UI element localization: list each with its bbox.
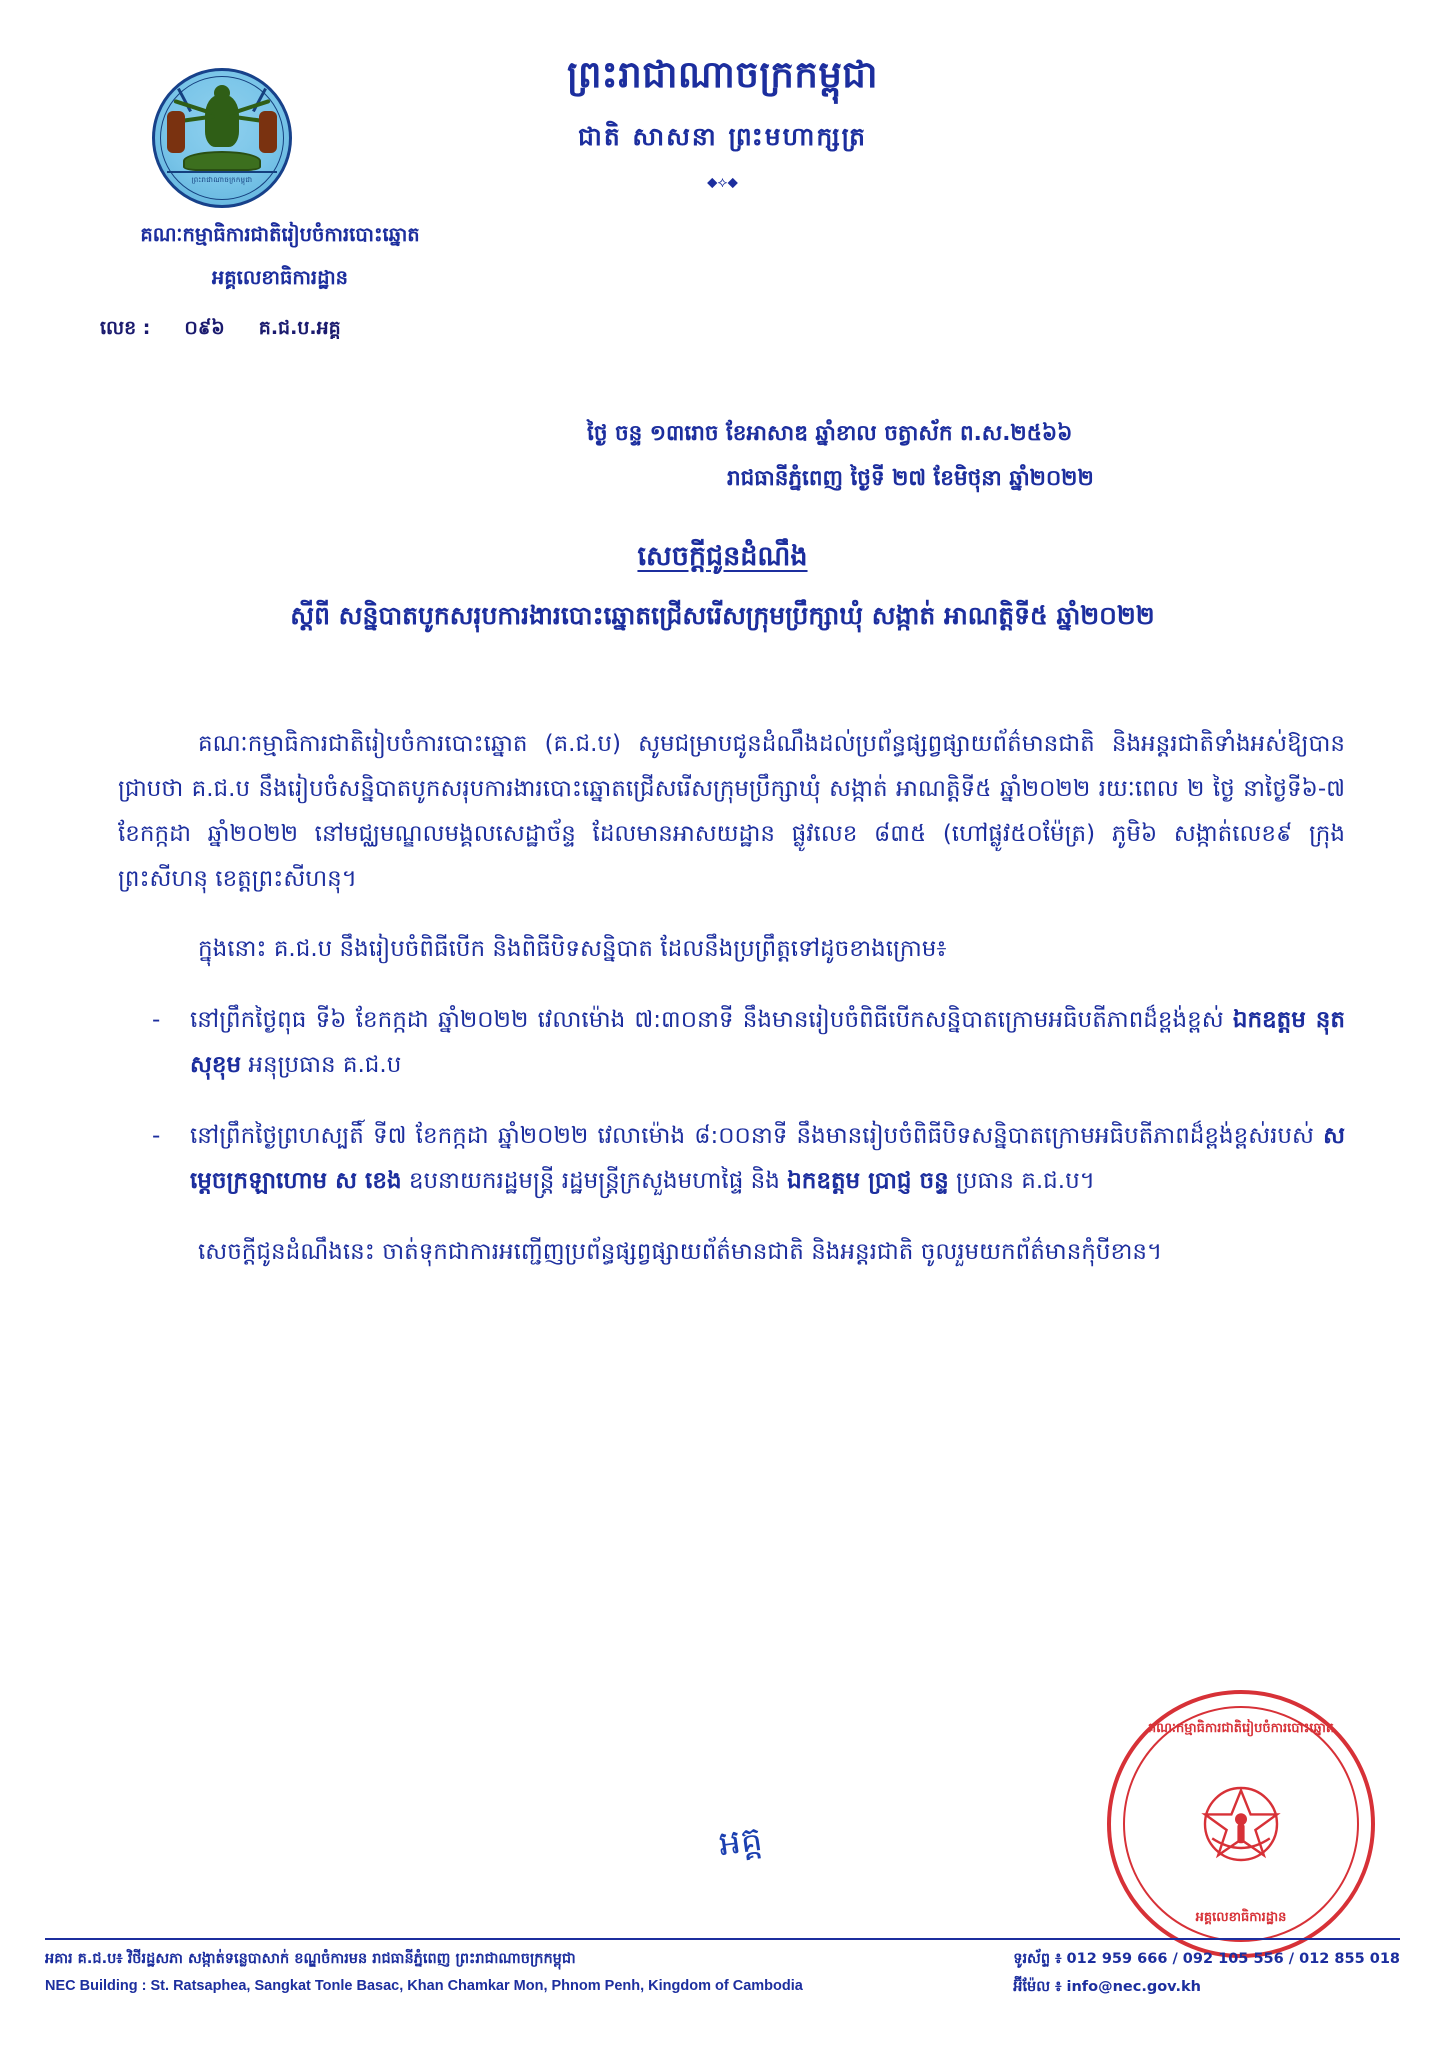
document-reference: គ.ជ.ប.អគ្គ	[258, 317, 341, 339]
footer-phone: ទូរស័ព្ទ ៖ 012 959 666 / 092 105 556 / 012 855 018	[1013, 1951, 1400, 1967]
gregorian-date: រាជធានីភ្នំពេញ ថ្ងៃទី ២៧ ខែមិថុនា ឆ្នាំ២០២២	[727, 466, 1094, 491]
emblem-pedestal	[183, 151, 261, 171]
document-subject	[0, 597, 1445, 635]
document-footer	[45, 1938, 1400, 2006]
page-title: សេចក្តីជូនដំណឹង	[637, 541, 808, 572]
ornament-divider: ⬥⟡⬥	[707, 173, 738, 191]
body-paragraph-1: គណៈកម្មាធិការជាតិរៀបចំការបោះឆ្នោត (គ.ជ.ប) សូមជម្រាបជូនដំណឹងដល់ប្រព័ន្ធផ្សព្វផ្សាយព័ត៌មានជាតិ និងអន្តរជាតិទាំងអស់ឱ្យបានជ្រាបថា គ.ជ.ប នឹងរៀបចំសន្និបាតបូកសរុបការងារបោះឆ្នោតជ្រើសរើសក្រុមប្រឹក្សាឃុំ សង្កាត់ អាណត្តិទី៥ ឆ្នាំ២០២២ រយៈពេល ២ ថ្ងៃ នាថ្ងៃទី៦-៧ ខែកក្កដា ឆ្នាំ២០២២ នៅមជ្ឈមណ្ឌលមង្គលសេដ្ឋាច័ន្ទ ដែលមានអាសយដ្ឋាន ផ្លូវលេខ ៨៣៥ (ហៅផ្លូវ៥០ម៉ែត្រ) ភូមិ៦ សង្កាត់លេខ៩ ក្រុងព្រះសីហនុ ខេត្តព្រះសីហនុ។	[118, 731, 1345, 892]
buddhist-date: ថ្ងៃ ចន្ទ ១៣រោច ខែអាសាឌ ឆ្នាំខាល ចត្វាស័ក ព.ស.២៥៦៦	[587, 421, 1073, 446]
date-block	[587, 420, 1327, 510]
issuer-block	[45, 222, 515, 344]
emblem-guardian-left	[167, 111, 185, 153]
schedule-list	[118, 998, 1345, 1203]
footer-divider	[45, 1938, 1400, 1940]
body-paragraph-2: ក្នុងនោះ គ.ជ.ប នឹងរៀបចំពិធីបើក និងពិធីបិទសន្និបាត ដែលនឹងប្រព្រឹត្តទៅដូចខាងក្រោម៖	[198, 936, 947, 963]
bullet-2-text-pre: នៅព្រឹកថ្ងៃព្រហស្បតិ៍ ទី៧ ខែកក្កដា ឆ្នាំ២០២២ វេលាម៉ោង ៨:០០នាទី នឹងមានរៀបចំពិធីបិទសន្និបាតក្រោមអធិបតីភាពដ៏ខ្ពង់ខ្ពស់របស់	[190, 1122, 1324, 1149]
bullet-2-official-name-2: ឯកឧត្តម ប្រាជ្ញ ចន្ទ	[787, 1167, 949, 1194]
body-paragraph-3: សេចក្តីជូនដំណឹងនេះ ចាត់ទុកជាការអញ្ជើញប្រព័ន្ធផ្សព្វផ្សាយព័ត៌មានជាតិ និងអន្តរជាតិ ចូលរួមយកព័ត៌មានកុំបីខាន។	[198, 1238, 1163, 1265]
seal-emblem-icon	[1181, 1764, 1301, 1884]
footer-email[interactable]: អ៊ីម៉ែល ៖ info@nec.gov.kh	[1013, 1979, 1201, 1995]
subject-line-2: អាណត្តិទី៥ ឆ្នាំ២០២២	[943, 601, 1155, 630]
list-item	[118, 1114, 1345, 1204]
document-number-row	[45, 316, 515, 344]
bullet-1-text-post: អនុប្រធាន គ.ជ.ប	[241, 1052, 402, 1079]
document-body	[118, 722, 1345, 1300]
footer-contact	[1013, 1950, 1400, 2006]
seal-top-text: គណៈកម្មាធិការជាតិរៀបចំការបោះឆ្នោត	[1147, 1721, 1335, 1736]
bullet-1-official-name: ឯកឧត្តម នុត សុខុម	[190, 1007, 1345, 1079]
bullet-dash: -	[152, 1122, 161, 1149]
title-block	[0, 540, 1445, 635]
royal-emblem-icon	[152, 68, 292, 208]
seal-bottom-text: អគ្គលេខាធិការដ្ឋាន	[1195, 1910, 1287, 1925]
bullet-2-text-post: ប្រធាន គ.ជ.ប។	[948, 1167, 1095, 1194]
document-number-label: លេខ :	[100, 317, 151, 339]
official-seal-stamp	[1107, 1690, 1375, 1958]
subject-line-1: ស្តីពី សន្និបាតបូកសរុបការងារបោះឆ្នោតជ្រើសរើសក្រុមប្រឹក្សាឃុំ សង្កាត់	[290, 601, 936, 630]
footer-address-khmer: អគារ គ.ជ.ប៖ វិថីរដ្ឋសភា សង្កាត់ទន្លេបាសាក់ ខណ្ឌចំការមន រាជធានីភ្នំពេញ ព្រះរាជាណាចក្រកម្ពុជា	[45, 1951, 576, 1967]
emblem-deity-body	[205, 95, 239, 147]
bullet-dash: -	[152, 1007, 161, 1034]
signature-mark: អគ្គ	[716, 1818, 765, 1865]
bullet-2-official-name-1: សម្តេចក្រឡាហោម ស ខេង	[190, 1122, 1345, 1194]
issuer-department: អគ្គលេខាធិការដ្ឋាន	[211, 266, 349, 289]
list-item	[118, 998, 1345, 1088]
national-motto: ជាតិ សាសនា ព្រះមហាក្សត្រ	[578, 122, 867, 151]
bullet-2-text-mid: ឧបនាយករដ្ឋមន្ត្រី រដ្ឋមន្ត្រីក្រសួងមហាផ្ទៃ និង	[401, 1167, 788, 1194]
bullet-1-text-pre: នៅព្រឹកថ្ងៃពុធ ទី៦ ខែកក្កដា ឆ្នាំ២០២២ វេលាម៉ោង ៧:៣០នាទី នឹងមានរៀបចំពិធីបើកសន្និបាតក្រោមអធិបតីភាពដ៏ខ្ពង់ខ្ពស់	[190, 1007, 1233, 1034]
footer-address-english: NEC Building : St. Ratsaphea, Sangkat Tonle Basac, Khan Chamkar Mon, Phnom Penh, Kingdom of Cambodia	[45, 1978, 803, 1994]
document-number-value: ០៩៦	[184, 317, 225, 339]
emblem-scroll-text: ព្រះរាជាណាចក្រកម្ពុជា	[167, 171, 277, 195]
emblem-guardian-right	[259, 111, 277, 153]
footer-address	[45, 1950, 803, 1994]
issuer-institution: គណៈកម្មាធិការជាតិរៀបចំការបោះឆ្នោត	[140, 223, 420, 246]
kingdom-name: ព្រះរាជាណាចក្រកម្ពុជា	[566, 53, 879, 96]
